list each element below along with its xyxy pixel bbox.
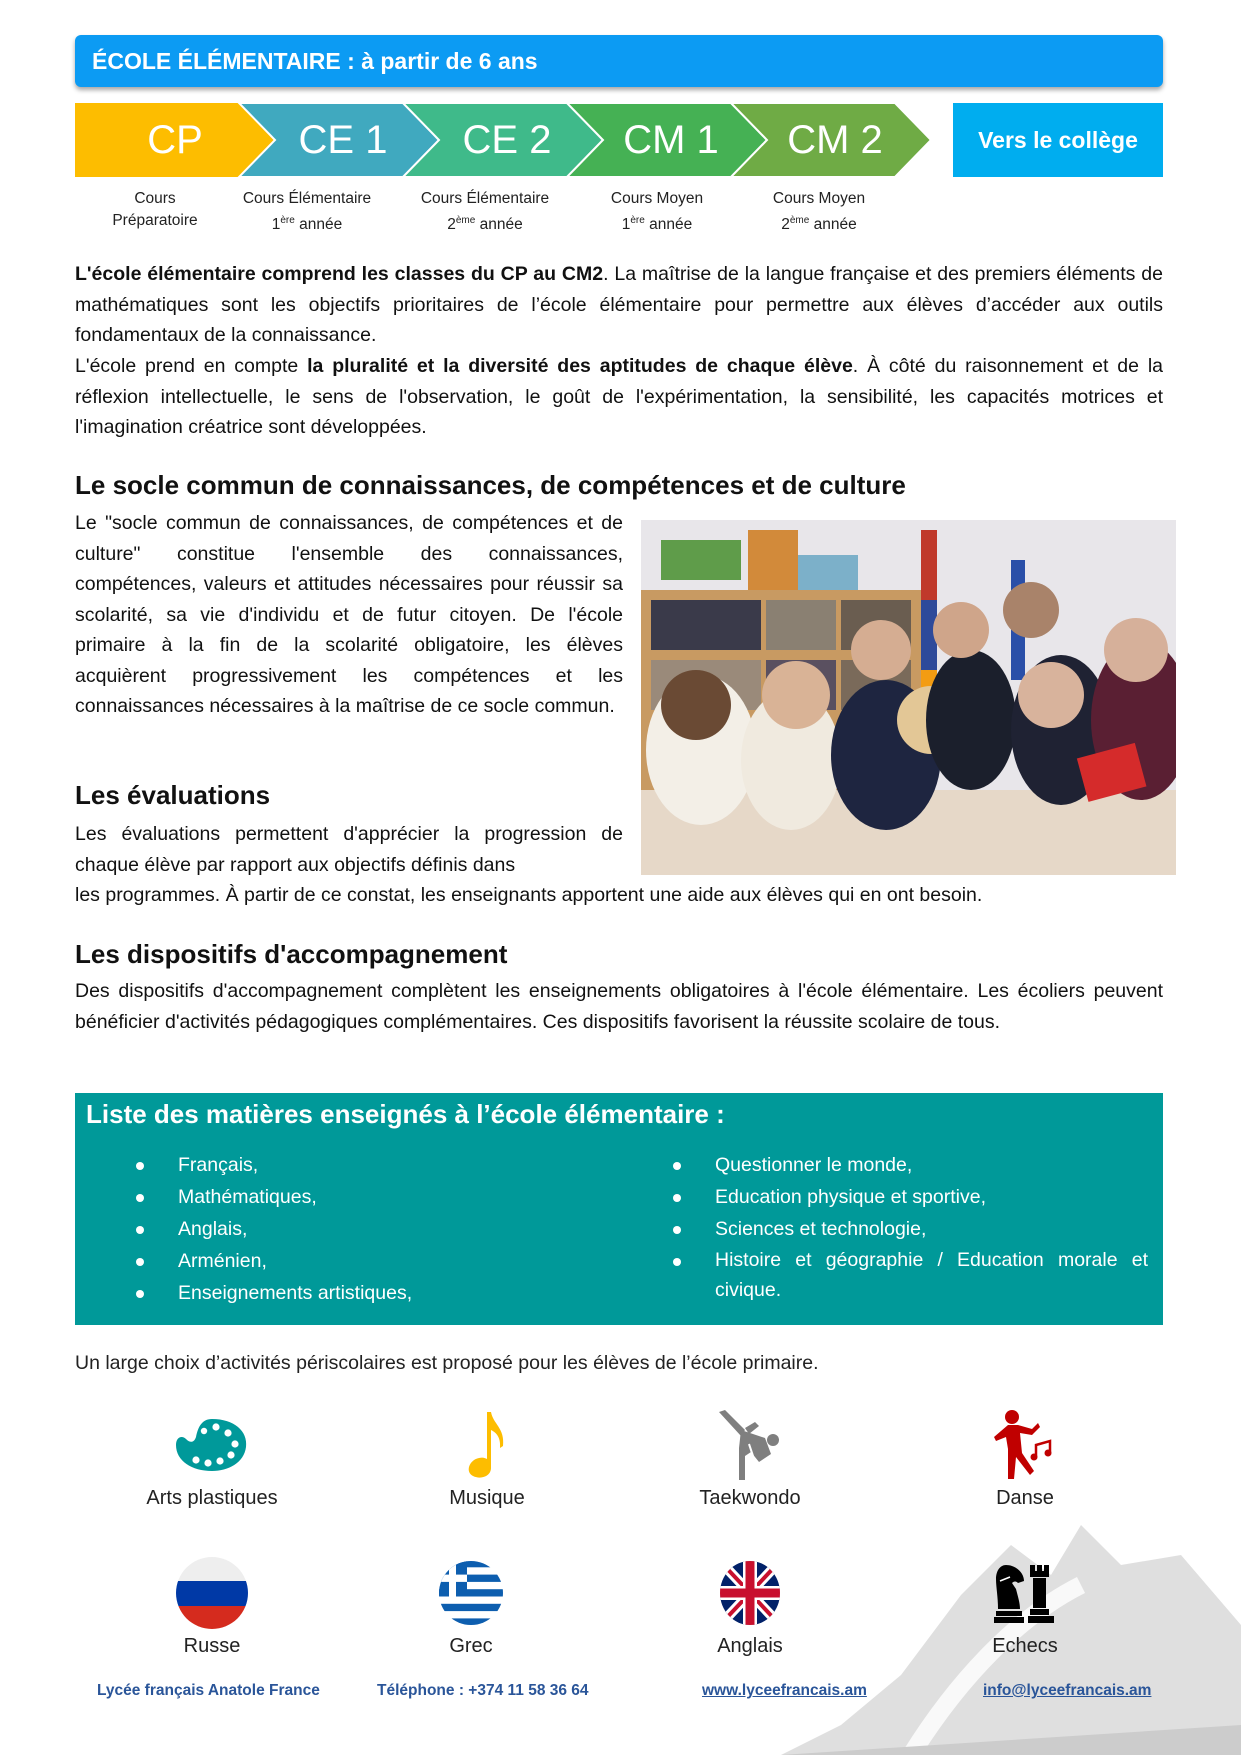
subject-item: Arménien, (135, 1245, 575, 1277)
classroom-photo (641, 520, 1176, 875)
activity-russe (92, 1553, 332, 1658)
activity-echecs (905, 1553, 1145, 1658)
russia-flag-icon (175, 1556, 249, 1630)
activity-musique (367, 1405, 607, 1510)
subjects-title: Liste des matières enseignés à l’école élémentaire : (86, 1099, 725, 1129)
activity-taekwondo (630, 1405, 870, 1510)
music-note-icon (465, 1410, 509, 1480)
subject-item: Histoire et géographie / Education morale et civique. (672, 1245, 1148, 1305)
level-desc-cm2: Cours Moyen 2ème année (772, 190, 866, 234)
activities-intro: Un large choix d’activités périscolaires est proposé pour les élèves de l’école primaire. (75, 1352, 819, 1374)
activity-arts-plastiques (92, 1405, 332, 1510)
socle-heading: Le socle commun de connaissances, de compétences et de culture (75, 470, 906, 500)
greece-flag-icon (438, 1560, 504, 1626)
accompagnement-heading: Les dispositifs d'accompagnement (75, 939, 508, 969)
socle-text: Le "socle commun de connaissances, de compétences et de culture" constitue l'ensemble des connaissances, compétences, valeurs et attitudes nécessaires pour réussir sa scolarité, sa vie d'individu et de futur citoyen. De l'école primaire à la fin de la scolarité obligatoire, les élèves acquièrent progressivement les compétences et les connaissances nécessaires à la maîtrise de ce socle commun. (75, 512, 623, 717)
activity-anglais (630, 1553, 870, 1658)
subjects-list-left (135, 1149, 575, 1309)
intro-paragraph-1: L'école élémentaire comprend les classes du CP au CM2. La maîtrise de la langue française et des premiers éléments de mathématiques sont les objectifs prioritaires de l’école élémentaire pour permettre aux élèves d’accéder aux outils fondamentaux de la connaissance. (75, 263, 1163, 346)
subject-item: Sciences et technologie, (672, 1213, 1148, 1245)
vers-college-box: Vers le collège (953, 103, 1163, 177)
subject-item: Enseignements artistiques, (135, 1277, 575, 1309)
activity-label: Russe (183, 1635, 241, 1657)
subjects-box (75, 1093, 1163, 1325)
activity-label: Grec (449, 1635, 493, 1657)
dancer-icon (992, 1409, 1058, 1481)
subject-item: Anglais, (135, 1213, 575, 1245)
palette-icon (174, 1417, 250, 1473)
evaluations-text-b: les programmes. À partir de ce constat, les enseignants apportent une aide aux élèves qui en ont besoin. (75, 884, 983, 906)
level-code-cp: CP (147, 118, 203, 162)
level-desc-ce2: Cours Élémentaire 2ème année (420, 190, 550, 234)
footer-school-name: Lycée français Anatole France (97, 1682, 320, 1699)
activity-label: Danse (996, 1487, 1054, 1509)
accompagnement-text: Des dispositifs d'accompagnement complètent les enseignements obligatoires à l'école élémentaire. Les écoliers peuvent bénéficier d'activités pédagogiques complémentaires. Ces dispositifs favorisent la réussite scolaire de tous. (75, 980, 1163, 1033)
footer-phone: Téléphone : +374 11 58 36 64 (377, 1682, 589, 1699)
level-desc-cm1: Cours Moyen 1ère année (610, 190, 704, 234)
level-desc-ce1: Cours Élémentaire 1ère année (242, 190, 372, 234)
activity-label: Taekwondo (699, 1487, 801, 1509)
intro-paragraph-2: L'école prend en compte la pluralité et la diversité des aptitudes de chaque élève. À côté du raisonnement et de la réflexion intellectuelle, le sens de l'observation, le goût de l'expérimentation, la sensibilité, les capacités motrices et l'imagination créatrice sont développées. (75, 355, 1164, 438)
subject-item: Mathématiques, (135, 1181, 575, 1213)
level-desc-cp: Cours Préparatoire (112, 190, 198, 229)
activity-label: Musique (449, 1487, 525, 1509)
activity-danse (905, 1405, 1145, 1510)
activity-label: Anglais (717, 1635, 783, 1657)
footer-email-link[interactable]: info@lyceefrancais.am (983, 1682, 1152, 1699)
activity-grec (351, 1553, 591, 1658)
page-title: ÉCOLE ÉLÉMENTAIRE : à partir de 6 ans (75, 35, 1163, 87)
footer-website-link[interactable]: www.lyceefrancais.am (702, 1682, 867, 1699)
martial-arts-kick-icon (715, 1408, 785, 1482)
chess-pieces-icon (992, 1563, 1058, 1623)
subject-item: Français, (135, 1149, 575, 1181)
uk-flag-icon (719, 1560, 781, 1626)
evaluations-heading: Les évaluations (75, 780, 271, 810)
subjects-list-right (672, 1149, 1148, 1305)
subject-item: Education physique et sportive, (672, 1181, 1148, 1213)
subject-item: Questionner le monde, (672, 1149, 1148, 1181)
level-code-cm1: CM 1 (623, 118, 719, 162)
level-code-ce1: CE 1 (298, 118, 388, 162)
level-code-cm2: CM 2 (787, 118, 883, 162)
activity-label: Arts plastiques (146, 1487, 278, 1509)
level-code-ce2: CE 2 (462, 118, 552, 162)
activity-label: Echecs (992, 1635, 1058, 1657)
evaluations-text-a: Les évaluations permettent d'apprécier la progression de chaque élève par rapport aux objectifs définis dans (75, 823, 623, 876)
